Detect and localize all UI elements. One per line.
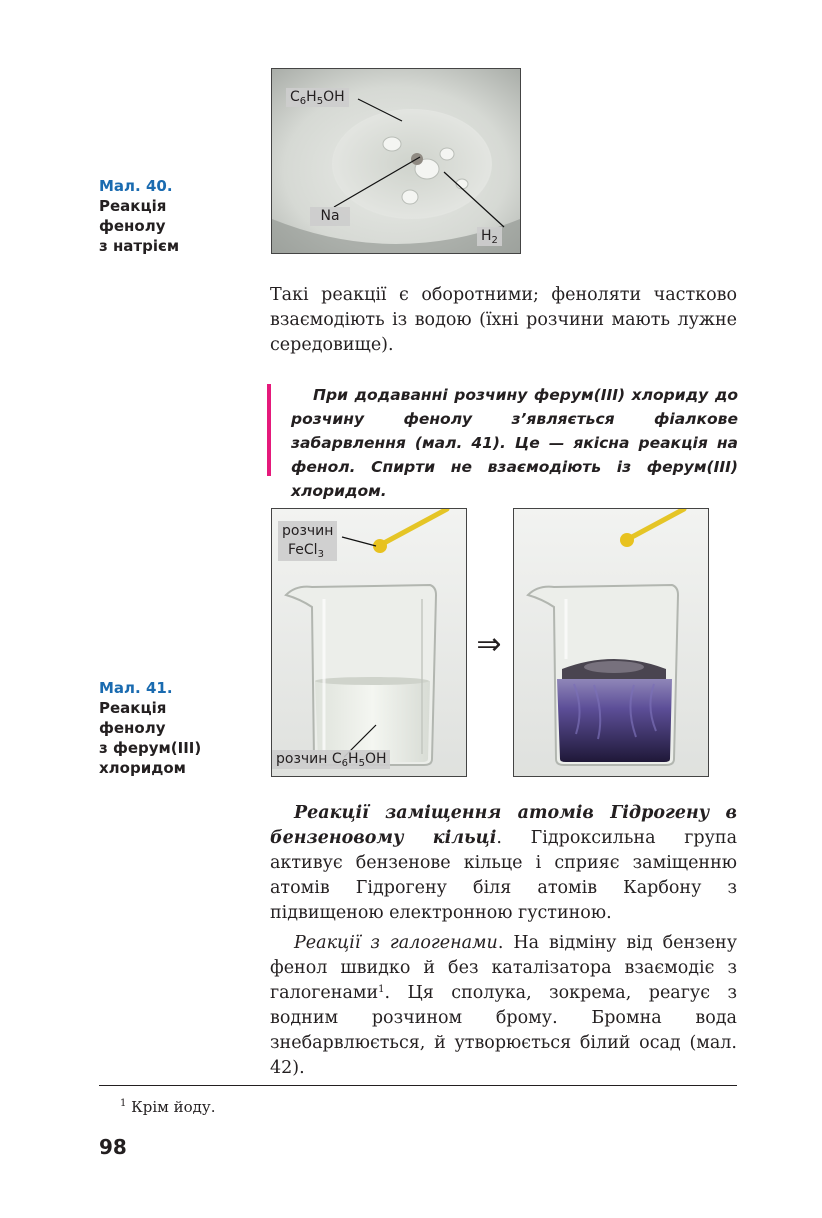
footnote-divider — [99, 1085, 737, 1086]
footnote-text: Крім йоду. — [131, 1098, 216, 1116]
phenol-solution-label: розчин $C_6H_5OH$ — [272, 750, 390, 769]
figure-41-number: Мал. 41. — [99, 679, 173, 697]
paragraph-reversible-reactions: Такі реакції є оборотними; феноляти частково взаємодіють із водою (їхні розчини мають лужне середовище). — [270, 285, 737, 355]
fecl3-solution-label: розчин FeCl$_3$ — [278, 521, 337, 561]
paragraph-halogen-reactions: Реакції з галогенами. На відміну від бензену фенол швидко й без каталізатора взаємодіє з галогенами$^1$. Ця сполука, зокрема, реагує з водним розчином брому. Бромна вода знебарвлюється, й утворюється білий осад (мал. 42). — [270, 933, 737, 1078]
note-accent-bar — [267, 384, 271, 476]
violet-beaker-image — [514, 509, 708, 776]
footnote-reference: 1 — [378, 984, 385, 995]
caption-line: з ферум(ІІІ) — [99, 739, 202, 757]
figure-40-photo — [271, 68, 521, 254]
caption-line: з натрієм — [99, 237, 180, 255]
footnote-mark: 1 — [120, 1098, 127, 1109]
caption-line: хлоридом — [99, 759, 186, 777]
caption-line: Реакція — [99, 197, 167, 215]
figure-41-photo-after — [513, 508, 709, 777]
page-number: 98 — [99, 1135, 127, 1159]
paragraph-substitution-reactions: Реакції заміщення атомів Гідрогену в бензеновому кільці. Гідроксильна група активує бензенове кільце і сприяє заміщенню атомів Гідрогену біля атомів Карбону з підвищеною електронною густиною. — [270, 803, 737, 923]
substitution-heading: Реакції заміщення атомів Гідрогену в бензеновому кільці — [270, 803, 737, 848]
footnote — [120, 1096, 215, 1118]
caption-line: фенолу — [99, 217, 166, 235]
caption-line: Реакція — [99, 699, 167, 717]
figure-41-photo-before — [271, 508, 467, 777]
transition-arrow-icon: ⇒ — [476, 627, 502, 662]
hydrogen-label: $H_2$ — [477, 227, 502, 246]
figure-41-caption — [99, 678, 259, 778]
phenol-label: $C_6H_5OH$ — [286, 88, 349, 107]
qualitative-reaction-note: При додаванні розчину ферум(ІІІ) хлориду до розчину фенолу з’являється фіалкове забарвлення (мал. 41). Це — якісна реакція на фенол. Спирти не взаємодіють із ферум(ІІІ) хлоридом. — [291, 386, 738, 500]
sodium-label: Na — [310, 207, 350, 226]
figure-40-caption — [99, 176, 259, 256]
figure-40-number: Мал. 40. — [99, 177, 173, 195]
caption-line: фенолу — [99, 719, 166, 737]
halogen-heading: Реакції з галогенами — [294, 933, 498, 953]
